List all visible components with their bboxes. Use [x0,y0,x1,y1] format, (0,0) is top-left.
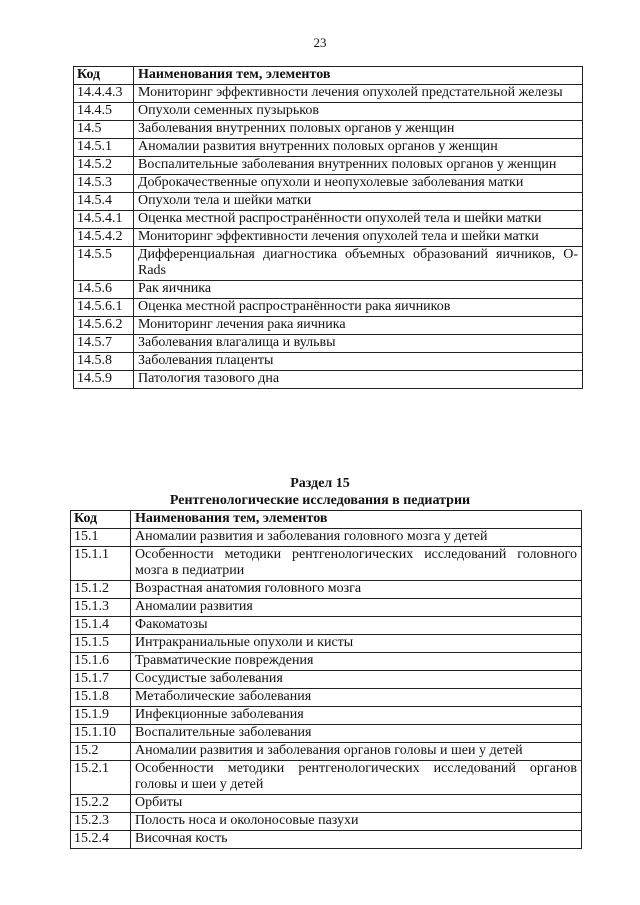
row-code: 15.1.1 [71,547,131,581]
row-topic-name: Височная кость [131,831,582,849]
topics-table-section-15 [70,510,582,849]
row-code: 15.2.2 [71,795,131,813]
row-code: 15.1.3 [71,599,131,617]
row-topic-name: Аномалии развития внутренних половых органов у женщин [134,139,583,157]
row-topic-name: Особенности методики рентгенологических исследований головного мозга в педиатрии [131,547,582,581]
row-topic-name: Дифференциальная диагностика объемных образований яичников, O-Rads [134,247,583,281]
row-code: 14.5.9 [74,371,134,389]
section-number: Раздел 15 [290,476,350,491]
table-row [74,353,583,371]
row-code: 15.1.8 [71,689,131,707]
column-header-code: Код [71,511,131,529]
table-row [74,281,583,299]
row-topic-name: Заболевания влагалища и вульвы [134,335,583,353]
row-topic-name: Заболевания внутренних половых органов у женщин [134,121,583,139]
row-topic-name: Полость носа и околоносовые пазухи [131,813,582,831]
row-topic-name: Мониторинг эффективности лечения опухолей предстательной железы [134,85,583,103]
table-row [74,299,583,317]
row-code: 14.5.6.1 [74,299,134,317]
row-topic-name: Возрастная анатомия головного мозга [131,581,582,599]
row-topic-name: Воспалительные заболевания внутренних половых органов у женщин [134,157,583,175]
row-code: 14.4.5 [74,103,134,121]
table-body [71,529,582,849]
table-row [71,581,582,599]
row-code: 14.5.4.1 [74,211,134,229]
row-code: 14.5.1 [74,139,134,157]
row-topic-name: Рак яичника [134,281,583,299]
row-topic-name: Факоматозы [131,617,582,635]
row-topic-name: Оценка местной распространённости опухолей тела и шейки матки [134,211,583,229]
column-header-name: Наименования тем, элементов [134,67,583,85]
table-row [74,157,583,175]
row-code: 14.5.6.2 [74,317,134,335]
row-topic-name: Сосудистые заболевания [131,671,582,689]
table-row [74,247,583,281]
table-row [74,229,583,247]
table-row [71,831,582,849]
row-topic-name: Заболевания плаценты [134,353,583,371]
row-topic-name: Опухоли тела и шейки матки [134,193,583,211]
row-code: 14.5.2 [74,157,134,175]
table-row [74,121,583,139]
table-row [74,193,583,211]
column-header-code: Код [74,67,134,85]
row-code: 14.5.4.2 [74,229,134,247]
topics-table-section-14 [73,66,583,389]
table-row [71,671,582,689]
table-row [71,547,582,581]
section-title: Рентгенологические исследования в педиатрии [169,493,471,508]
table-row [74,103,583,121]
row-code: 15.2 [71,743,131,761]
row-code: 14.5.7 [74,335,134,353]
row-code: 15.2.1 [71,761,131,795]
table-row [71,635,582,653]
table-row [71,743,582,761]
row-code: 15.2.3 [71,813,131,831]
row-topic-name: Мониторинг эффективности лечения опухолей тела и шейки матки [134,229,583,247]
table-row [71,689,582,707]
table-row [74,139,583,157]
table-row [74,335,583,353]
row-code: 15.1.6 [71,653,131,671]
row-code: 14.5 [74,121,134,139]
row-topic-name: Аномалии развития и заболевания органов головы и шеи у детей [131,743,582,761]
table-row [74,211,583,229]
table-row [74,175,583,193]
row-topic-name: Опухоли семенных пузырьков [134,103,583,121]
row-code: 14.5.5 [74,247,134,281]
table-row [71,795,582,813]
row-code: 15.1 [71,529,131,547]
row-topic-name: Особенности методики рентгенологических исследований органов головы и шеи у детей [131,761,582,795]
row-code: 15.1.10 [71,725,131,743]
table-header-row [71,511,582,529]
row-topic-name: Патология тазового дна [134,371,583,389]
page-number: 23 [313,35,327,50]
row-topic-name: Интракраниальные опухоли и кисты [131,635,582,653]
table-row [71,707,582,725]
table-header-row [74,67,583,85]
row-topic-name: Орбиты [131,795,582,813]
row-topic-name: Воспалительные заболевания [131,725,582,743]
row-topic-name: Инфекционные заболевания [131,707,582,725]
table-row [71,599,582,617]
table-row [71,617,582,635]
row-topic-name: Метаболические заболевания [131,689,582,707]
row-code: 15.1.5 [71,635,131,653]
row-code: 15.1.9 [71,707,131,725]
table-row [71,529,582,547]
row-code: 15.1.7 [71,671,131,689]
table-row [74,85,583,103]
row-code: 14.5.3 [74,175,134,193]
row-code: 15.1.2 [71,581,131,599]
row-code: 14.4.4.3 [74,85,134,103]
row-topic-name: Аномалии развития [131,599,582,617]
row-code: 14.5.8 [74,353,134,371]
row-topic-name: Аномалии развития и заболевания головного мозга у детей [131,529,582,547]
table-row [71,761,582,795]
table-row [71,725,582,743]
column-header-name: Наименования тем, элементов [131,511,582,529]
row-topic-name: Мониторинг лечения рака яичника [134,317,583,335]
row-topic-name: Доброкачественные опухоли и неопухолевые заболевания матки [134,175,583,193]
row-topic-name: Травматические повреждения [131,653,582,671]
row-code: 14.5.6 [74,281,134,299]
row-code: 14.5.4 [74,193,134,211]
row-code: 15.1.4 [71,617,131,635]
table-row [74,317,583,335]
table-row [71,813,582,831]
row-code: 15.2.4 [71,831,131,849]
row-topic-name: Оценка местной распространённости рака яичников [134,299,583,317]
table-body [74,85,583,389]
table-row [74,371,583,389]
table-row [71,653,582,671]
